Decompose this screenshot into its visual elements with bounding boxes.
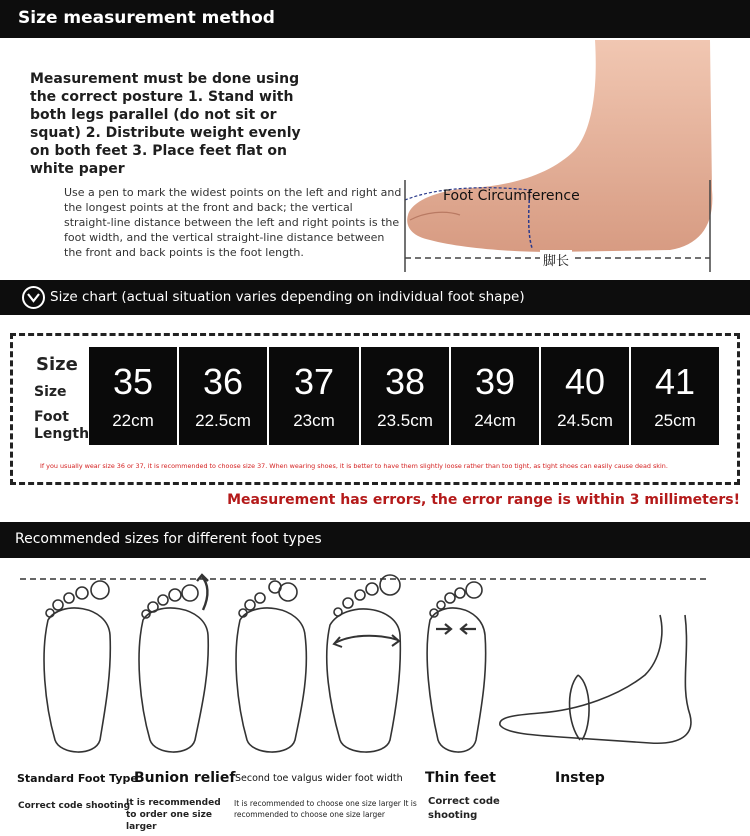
size-value: 41: [654, 361, 696, 402]
size-cell: [541, 347, 629, 445]
foot-length-label-cn: 脚长: [540, 250, 572, 269]
size-cell: [179, 347, 267, 445]
size-value: 40: [564, 361, 606, 402]
foot-type-advice: Correct code shooting: [428, 796, 500, 821]
foot-type-advice: It is recommended to choose one size larger It is recommended to choose one size larger: [234, 799, 417, 819]
foot-types-title: Recommended sizes for different foot types: [15, 531, 322, 547]
size-chart-header: [0, 280, 750, 315]
foot-type-name: Standard Foot Type: [17, 772, 138, 785]
size-cell: [89, 347, 177, 445]
foot-type-advice: Correct code shooting: [18, 801, 131, 811]
measurement-error-note: Measurement has errors, the error range is within 3 millimeters!: [227, 492, 740, 508]
foot-side-illustration: [400, 40, 730, 275]
measurement-method-header: [0, 0, 750, 38]
size-value: 35: [112, 361, 154, 402]
size-cell: [631, 347, 719, 445]
size-chart-title: Size chart (actual situation varies depending on individual foot shape): [50, 289, 525, 305]
size-cell: [451, 347, 539, 445]
foot-length-value: 24.5cm: [557, 411, 613, 430]
foot-length-value: 23cm: [293, 411, 335, 430]
measurement-detail-text: Use a pen to mark the widest points on the left and right and the longest points at the front and back; the vertical straight-line distance between the left and right points is the foot width, and the vertical straight-line distance between the front and back points is the foot length.: [64, 186, 402, 259]
foot-length-row-label: Foot Length: [34, 409, 90, 442]
chevron-down-circle-icon: [22, 286, 45, 309]
size-value: 36: [202, 361, 244, 402]
foot-type-name: Second toe valgus wider foot width: [235, 773, 403, 784]
size-row-label: Size: [34, 384, 67, 400]
foot-types-illustration: [0, 565, 750, 765]
size-cell: [361, 347, 449, 445]
size-recommendation-note: If you usually wear size 36 or 37, it is recommended to choose size 37. When wearing shoes, it is better to have them slightly loose rather than too tight, as tight shoes can easily cause dead skin.: [40, 462, 668, 470]
foot-type-name: Bunion relief: [134, 770, 236, 786]
foot-type-name: Thin feet: [425, 770, 496, 786]
foot-length-value: 25cm: [654, 411, 696, 430]
foot-length-value: 22.5cm: [195, 411, 251, 430]
size-value: 39: [474, 361, 516, 402]
foot-length-value: 24cm: [474, 411, 516, 430]
size-cell: [269, 347, 359, 445]
foot-length-value: 23.5cm: [377, 411, 433, 430]
foot-type-name: Instep: [555, 770, 605, 786]
measurement-intro-text: Measurement must be done using the correct posture 1. Stand with both legs parallel (do not sit or squat) 2. Distribute weight evenly on both feet 3. Place feet flat on white paper: [30, 71, 301, 177]
measurement-method-title: Size measurement method: [18, 8, 275, 28]
size-value: 38: [384, 361, 426, 402]
foot-types-header: [0, 522, 750, 558]
size-heading: Size: [36, 354, 78, 375]
size-value: 37: [293, 361, 335, 402]
foot-type-advice: It is recommended to order one size larger: [126, 798, 221, 832]
foot-circumference-label: Foot Circumference: [443, 188, 580, 204]
foot-length-value: 22cm: [112, 411, 154, 430]
